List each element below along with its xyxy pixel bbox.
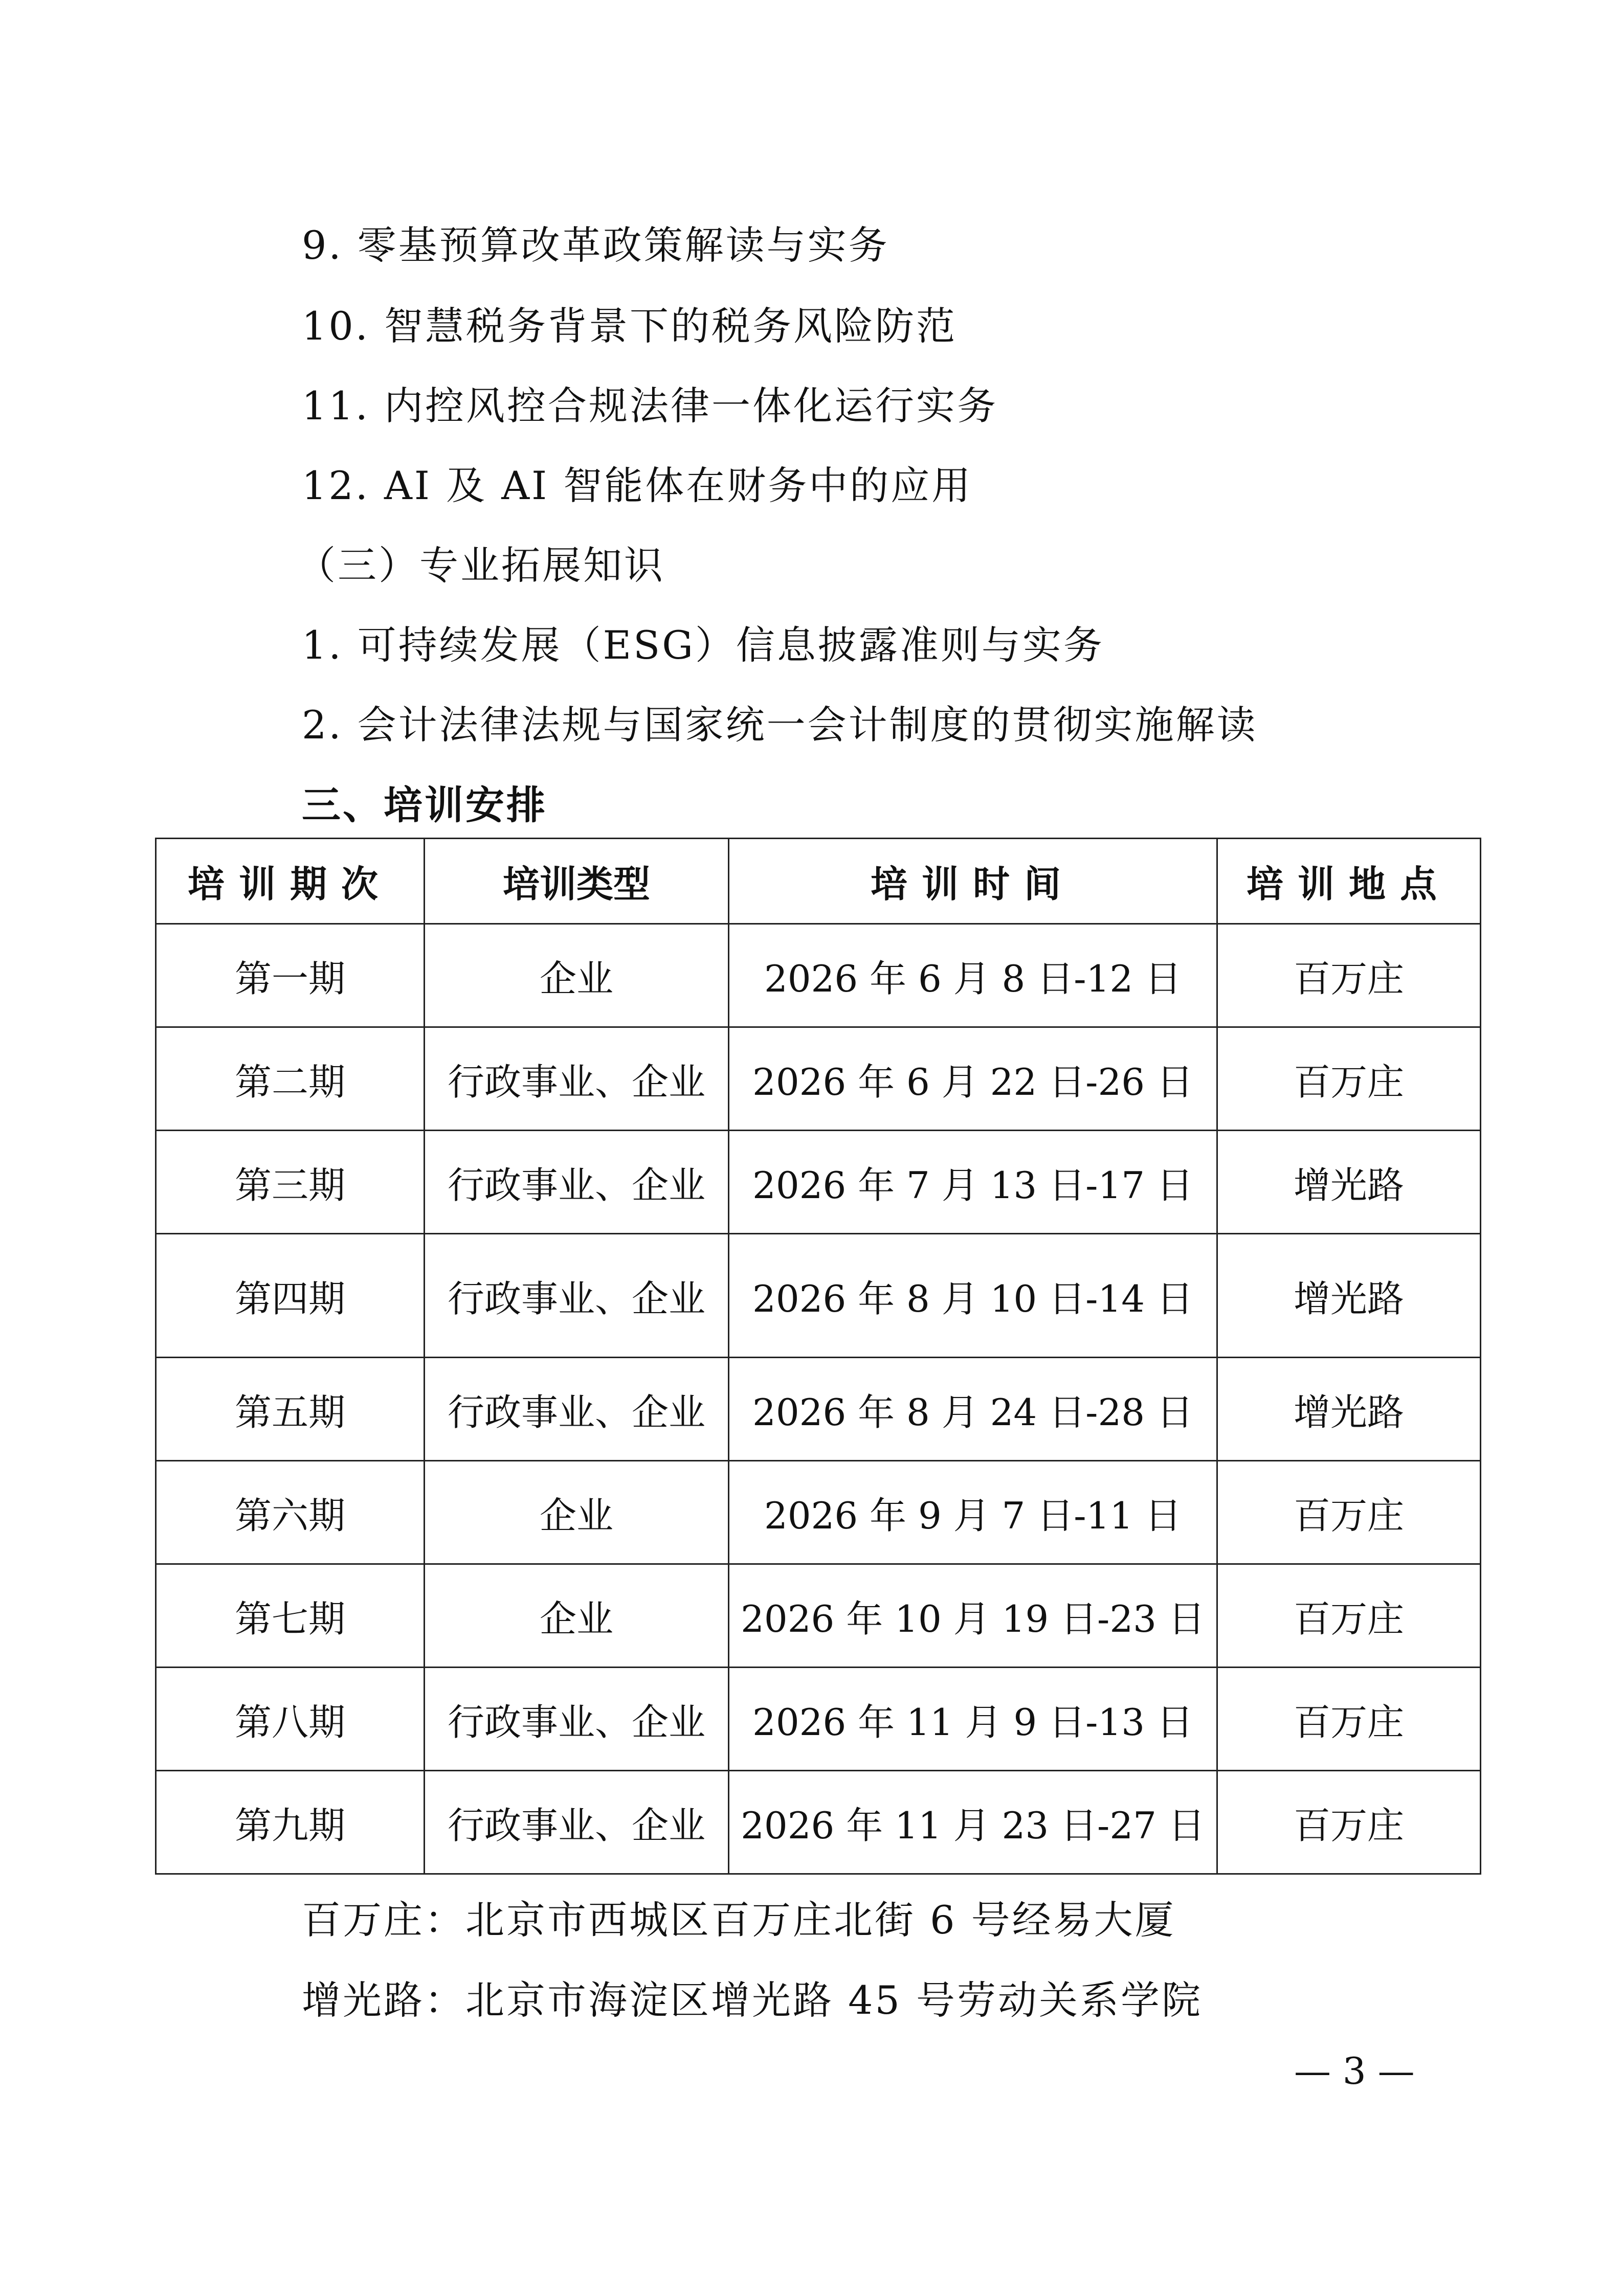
subsection-item-2: 2. 会计法律法规与国家统一会计制度的贯彻实施解读 [302, 702, 1258, 748]
header-location: 培训地点 [1217, 839, 1481, 924]
cell-session: 第三期 [156, 1131, 425, 1234]
subsection-title: （三）专业拓展知识 [297, 543, 665, 588]
table-row [156, 1234, 1481, 1358]
cell-type: 行政事业、企业 [425, 1131, 729, 1234]
cell-session: 第六期 [156, 1461, 425, 1564]
list-item-10: 10. 智慧税务背景下的税务风险防范 [302, 303, 958, 349]
cell-location: 百万庄 [1217, 1027, 1481, 1131]
subsection-item-1: 1. 可持续发展（ESG）信息披露准则与实务 [302, 622, 1104, 668]
cell-time: 2026 年 7 月 13 日-17 日 [729, 1131, 1217, 1234]
cell-location: 增光路 [1217, 1131, 1481, 1234]
cell-location: 增光路 [1217, 1358, 1481, 1461]
cell-type: 行政事业、企业 [425, 1027, 729, 1131]
table-row [156, 1358, 1481, 1461]
cell-session: 第九期 [156, 1771, 425, 1874]
location-note-zengguanglu: 增光路：北京市海淀区增光路 45 号劳动关系学院 [302, 1977, 1203, 2023]
cell-session: 第四期 [156, 1234, 425, 1358]
cell-session: 第五期 [156, 1358, 425, 1461]
list-item-9: 9. 零基预算改革政策解读与实务 [302, 222, 889, 268]
table-row [156, 1131, 1481, 1234]
cell-time: 2026 年 10 月 19 日-23 日 [729, 1564, 1217, 1668]
list-item-11: 11. 内控风控合规法律一体化运行实务 [302, 383, 998, 429]
cell-time: 2026 年 6 月 22 日-26 日 [729, 1027, 1217, 1131]
table-header-row [156, 839, 1481, 924]
table-row [156, 1564, 1481, 1668]
cell-session: 第七期 [156, 1564, 425, 1668]
cell-location: 百万庄 [1217, 1564, 1481, 1668]
cell-time: 2026 年 8 月 24 日-28 日 [729, 1358, 1217, 1461]
cell-session: 第八期 [156, 1668, 425, 1771]
table-row [156, 1771, 1481, 1874]
cell-type: 行政事业、企业 [425, 1771, 729, 1874]
cell-time: 2026 年 6 月 8 日-12 日 [729, 924, 1217, 1027]
table-row [156, 1027, 1481, 1131]
cell-session: 第二期 [156, 1027, 425, 1131]
cell-location: 增光路 [1217, 1234, 1481, 1358]
cell-type: 行政事业、企业 [425, 1234, 729, 1358]
header-time: 培训时间 [729, 839, 1217, 924]
section-title: 三、培训安排 [302, 782, 547, 828]
cell-type: 企业 [425, 1461, 729, 1564]
header-session: 培训期次 [156, 839, 425, 924]
training-schedule-table [155, 838, 1481, 1875]
header-type: 培训类型 [425, 839, 729, 924]
cell-time: 2026 年 8 月 10 日-14 日 [729, 1234, 1217, 1358]
location-note-baiwanzhuang: 百万庄：北京市西城区百万庄北街 6 号经易大厦 [302, 1897, 1176, 1943]
cell-location: 百万庄 [1217, 1461, 1481, 1564]
cell-location: 百万庄 [1217, 1771, 1481, 1874]
cell-type: 企业 [425, 924, 729, 1027]
cell-type: 行政事业、企业 [425, 1668, 729, 1771]
cell-type: 企业 [425, 1564, 729, 1668]
table-row [156, 924, 1481, 1027]
page-number: — 3 — [1294, 2050, 1415, 2092]
table-row [156, 1668, 1481, 1771]
cell-time: 2026 年 11 月 9 日-13 日 [729, 1668, 1217, 1771]
cell-session: 第一期 [156, 924, 425, 1027]
cell-time: 2026 年 9 月 7 日-11 日 [729, 1461, 1217, 1564]
table-row [156, 1461, 1481, 1564]
cell-location: 百万庄 [1217, 924, 1481, 1027]
cell-type: 行政事业、企业 [425, 1358, 729, 1461]
list-item-12: 12. AI 及 AI 智能体在财务中的应用 [302, 463, 973, 508]
cell-time: 2026 年 11 月 23 日-27 日 [729, 1771, 1217, 1874]
cell-location: 百万庄 [1217, 1668, 1481, 1771]
